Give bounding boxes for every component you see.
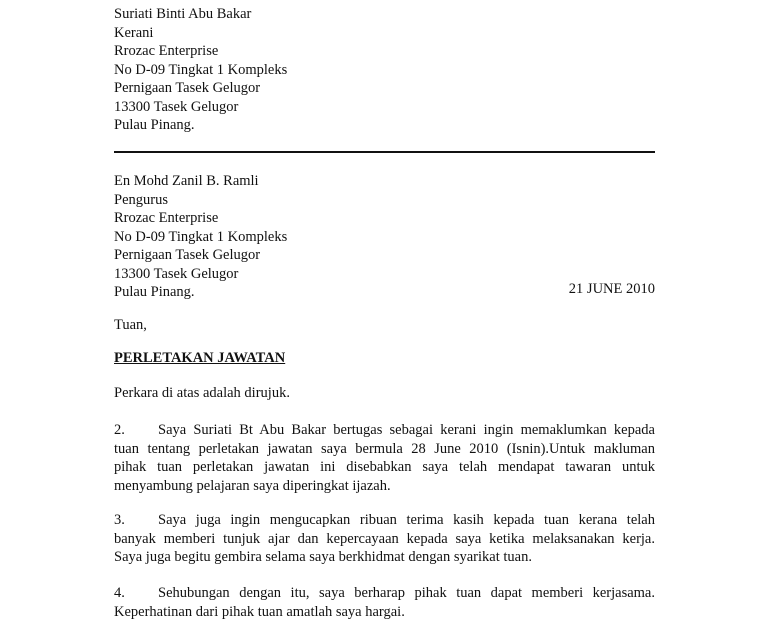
recipient-line: 13300 Tasek Gelugor [114,265,239,282]
paragraph-number: 2. [114,422,125,438]
intro-text: Perkara di atas adalah dirujuk. [114,385,290,401]
paragraph-line: Sehubungan dengan itu, saya berharap pihak tuan dapat memberi kerjasama. [158,585,655,601]
recipient-line: Rrozac Enterprise [114,210,219,226]
paragraph-line: Saya Suriati Bt Abu Bakar bertugas sebagai kerani ingin memaklumkan kepada [158,422,655,438]
divider [114,151,655,153]
recipient-line: Pulau Pinang. [114,284,195,300]
sender-line: Rrozac Enterprise [114,43,219,59]
paragraph-2 [114,421,655,495]
subject-title: PERLETAKAN JAWATAN [114,350,286,366]
sender-line: 13300 Tasek Gelugor [114,98,239,115]
paragraph-number: 3. [114,512,125,528]
paragraph-3 [114,511,655,567]
recipient-line: Pernigaan Tasek Gelugor [114,247,261,263]
salutation: Tuan, [114,317,147,333]
paragraph-line: banyak memberi tunjuk ajar dan kepercayaan kepada saya ketika melaksanakan kerja. [114,530,655,547]
paragraph-line: pihak tuan perletakan jawatan ini disebabkan saya telah mendapat tawaran untuk [114,459,655,475]
paragraph-line: Saya juga begitu gembira selama saya berkhidmat dengan syarikat tuan. [114,549,532,565]
sender-line: Pernigaan Tasek Gelugor [114,80,261,96]
letter-date: 21 JUNE 2010 [568,281,655,297]
sender-line: Suriati Binti Abu Bakar [114,6,252,22]
paragraph-line: menyambung pelajaran saya diperingkat ijazah. [114,477,391,494]
recipient-line: No D-09 Tingkat 1 Kompleks [114,228,288,245]
paragraph-number: 4. [114,585,125,601]
sender-line: Kerani [114,24,154,41]
paragraph-line: Saya juga ingin mengucapkan ribuan terima kasih kepada tuan kerana telah [158,512,655,528]
recipient-line: Pengurus [114,191,168,208]
paragraph-line: Keperhatinan dari pihak tuan amatlah saya hargai. [114,603,405,620]
sender-line: No D-09 Tingkat 1 Kompleks [114,61,288,78]
sender-line: Pulau Pinang. [114,117,195,133]
paragraph-4 [114,584,655,621]
sender-address [114,5,655,135]
recipient-line: En Mohd Zanil B. Ramli [114,173,259,189]
paragraph-line: tuan tentang perletakan jawatan saya bermula 28 June 2010 (Isnin).Untuk makluman [114,440,655,457]
